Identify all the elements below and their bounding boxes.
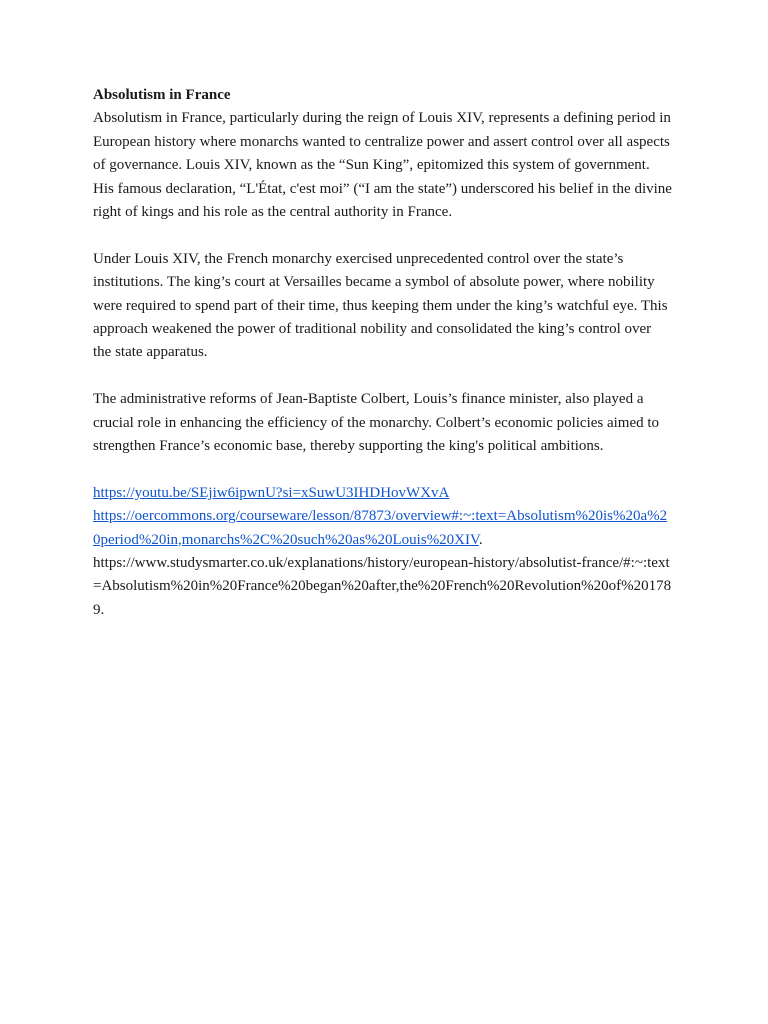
youtube-link[interactable]: https://youtu.be/SEjiw6ipwnU?si=xSuwU3IHDHovWXvA xyxy=(93,484,450,501)
paragraph-intro: Absolutism in France, particularly during the reign of Louis XIV, represents a defining period in European history where monarchs wanted to centralize power and assert control over all aspects of governance. Louis XIV, known as the “Sun King”, epitomized this system of government. His famous declaration, “L'État, c'est moi” (“I am the state”) underscored his belief in the divine right of kings and his role as the central authority in France. xyxy=(93,110,672,221)
paragraph-versailles: Under Louis XIV, the French monarchy exercised unprecedented control over the state’s institutions. The king’s court at Versailles became a symbol of absolute power, where nobility were required to spend part of their time, thus keeping them under the king’s watchful eye. This approach weakened the power of traditional nobility and consolidated the king’s control over the state apparatus. xyxy=(93,250,668,361)
oercommons-link[interactable]: https://oercommons.org/courseware/lesson/87873/overview#:~:text=Absolutism%20is%20a%20period%20in,monarchs%2C%20such%20as%20Louis%20XIV xyxy=(93,508,668,548)
document-title: Absolutism in France xyxy=(93,87,231,103)
paragraph-colbert: The administrative reforms of Jean-Baptiste Colbert, Louis’s finance minister, also played a crucial role in enhancing the efficiency of the monarchy. Colbert’s economic policies aimed to strengthen France’s economic base, thereby supporting the king's political ambitions. xyxy=(93,391,660,455)
oercommons-suffix: . xyxy=(478,531,483,548)
document-page xyxy=(93,84,673,622)
references-list xyxy=(93,482,673,622)
oercommons-line xyxy=(93,505,673,552)
studysmarter-url: https://www.studysmarter.co.uk/explanations/history/european-history/absolutist-france/#:~:text=Absolutism%20in%20France%20began%20after,the%20French%20Revolution%20of%201789. xyxy=(93,555,672,618)
